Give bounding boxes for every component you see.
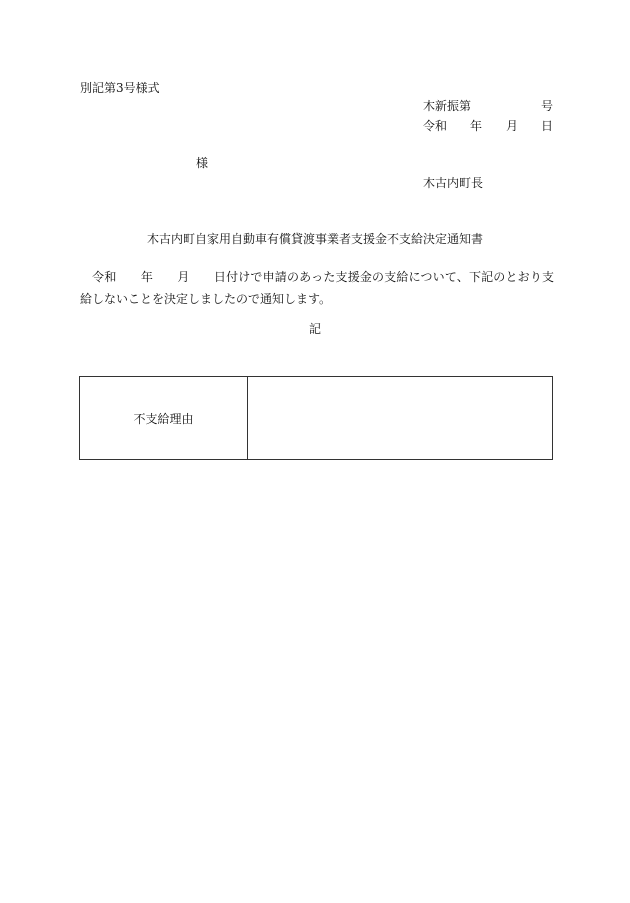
reason-table bbox=[79, 376, 553, 460]
document-number-line bbox=[423, 100, 553, 114]
form-number: 別記第3号様式 bbox=[80, 81, 160, 95]
ki-heading: 記 bbox=[308, 322, 321, 336]
document-number-prefix: 木新振第 bbox=[423, 99, 472, 113]
document-title: 木古内町自家用自動車有償貸渡事業者支援金不支給決定通知書 bbox=[146, 232, 483, 246]
notice-body: 令和 年 月 日付けで申請のあった支援金の支給について、下記のとおり支給しないことを決定しましたので通知します。 bbox=[80, 270, 554, 306]
table-row bbox=[80, 377, 553, 460]
reason-value-field[interactable] bbox=[248, 377, 553, 460]
reason-label: 不支給理由 bbox=[80, 377, 248, 460]
date-year-label: 年 bbox=[470, 119, 483, 133]
date-month-label: 月 bbox=[506, 119, 519, 133]
date-day-label: 日 bbox=[541, 119, 554, 133]
issue-date-line bbox=[423, 120, 553, 134]
document-number-suffix: 号 bbox=[540, 99, 553, 113]
recipient-honorific: 様 bbox=[196, 156, 209, 170]
date-era: 令和 bbox=[423, 119, 448, 133]
sender-name: 木古内町長 bbox=[423, 176, 484, 190]
